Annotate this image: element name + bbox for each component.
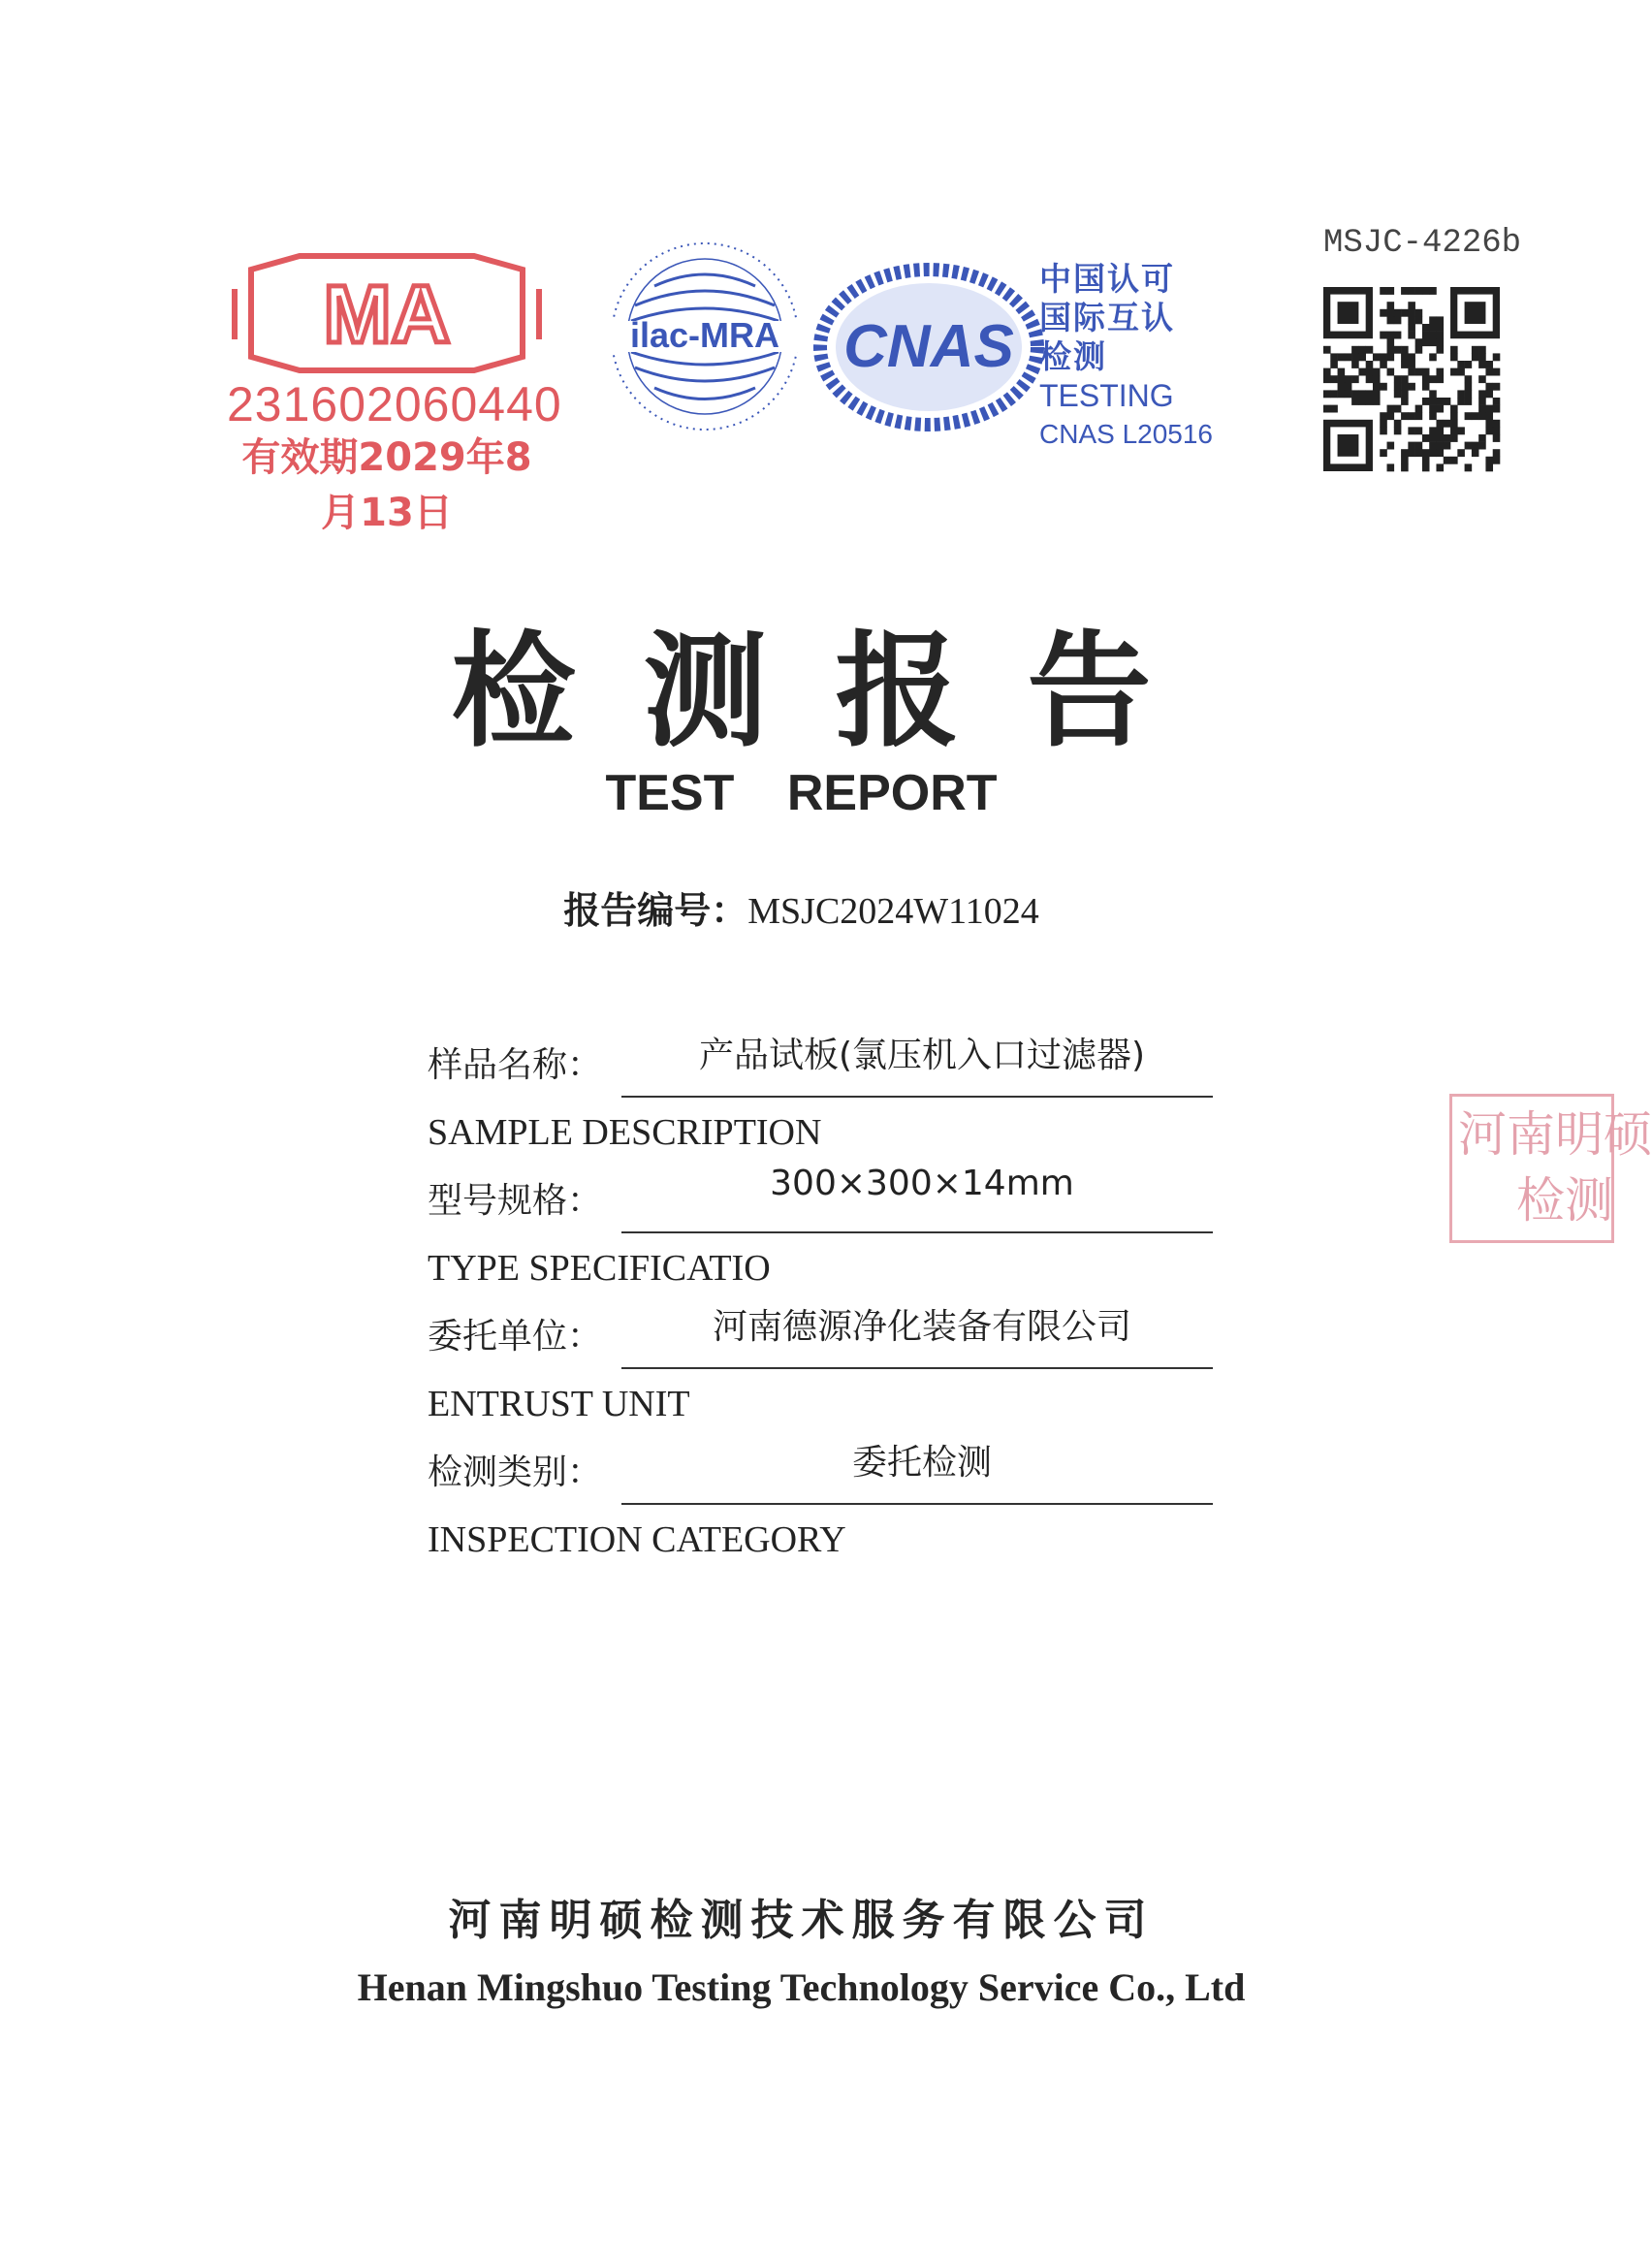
cma-logo-text: MA xyxy=(323,269,451,360)
cma-certification-mark xyxy=(227,250,562,535)
field-label-english: ENTRUST UNIT xyxy=(428,1384,690,1424)
field-underline xyxy=(621,1096,1213,1098)
field-label-english: INSPECTION CATEGORY xyxy=(428,1519,846,1560)
field-sample-description xyxy=(428,1028,1223,1164)
cnas-line-5: CNAS L20516 xyxy=(1039,419,1214,449)
company-name-chinese: 河南明硕检测技术服务有限公司 xyxy=(448,1896,1155,1945)
field-label-chinese: 型号规格： xyxy=(428,1181,603,1221)
cnas-line-2: 国际互认 xyxy=(1039,299,1175,336)
qr-code xyxy=(1323,287,1500,471)
report-number-value: MSJC2024W11024 xyxy=(747,891,1039,932)
field-underline xyxy=(621,1503,1213,1505)
field-label-english: TYPE SPECIFICATIO xyxy=(428,1248,771,1289)
report-title-english: TEST REPORT xyxy=(605,765,998,821)
field-underline xyxy=(621,1367,1213,1369)
report-fields xyxy=(428,1028,1223,1571)
stamp-line-1: 河南明硕 xyxy=(1458,1106,1652,1163)
company-seal-stamp xyxy=(1449,1094,1652,1243)
field-value: 委托检测 xyxy=(851,1443,992,1483)
field-label-chinese: 样品名称： xyxy=(428,1045,603,1085)
field-inspection-category xyxy=(428,1435,1223,1571)
report-title-chinese: 检测报告 xyxy=(451,619,1220,764)
document-code: MSJC-4226b xyxy=(1323,225,1522,262)
stamp-line-2: 检测 xyxy=(1516,1172,1613,1229)
field-label-chinese: 委托单位： xyxy=(428,1317,603,1357)
company-name-english: Henan Mingshuo Testing Technology Service Co., Ltd xyxy=(357,1965,1246,2009)
cnas-info xyxy=(1039,260,1213,454)
field-label-chinese: 检测类别： xyxy=(428,1453,603,1492)
field-underline xyxy=(621,1231,1213,1233)
ilac-logo-text: ilac-MRA xyxy=(629,315,780,355)
field-value: 河南德源净化装备有限公司 xyxy=(712,1307,1131,1347)
field-type-specification xyxy=(428,1164,1223,1299)
cma-number: 231602060440 xyxy=(227,377,562,431)
cma-validity: 有效期2029年8月13日 xyxy=(241,435,532,535)
ilac-logo xyxy=(606,238,805,436)
field-entrust-unit xyxy=(428,1299,1223,1435)
report-number-label: 报告编号： xyxy=(563,889,748,932)
cnas-logo xyxy=(812,260,1045,434)
cma-logo xyxy=(227,250,547,376)
field-label-english: SAMPLE DESCRIPTION xyxy=(428,1112,822,1153)
cnas-line-3: 检测 xyxy=(1039,337,1107,375)
field-value: 300×300×14mm xyxy=(770,1164,1074,1203)
cnas-emblem xyxy=(812,260,1045,434)
cnas-logo-text: CNAS xyxy=(843,313,1014,380)
ilac-mra-seal xyxy=(606,238,805,436)
cnas-line-4: TESTING xyxy=(1039,378,1174,413)
field-value: 产品试板(氯压机入口过滤器) xyxy=(698,1036,1146,1075)
report-number xyxy=(0,880,1603,934)
cnas-line-1: 中国认可 xyxy=(1039,260,1175,298)
